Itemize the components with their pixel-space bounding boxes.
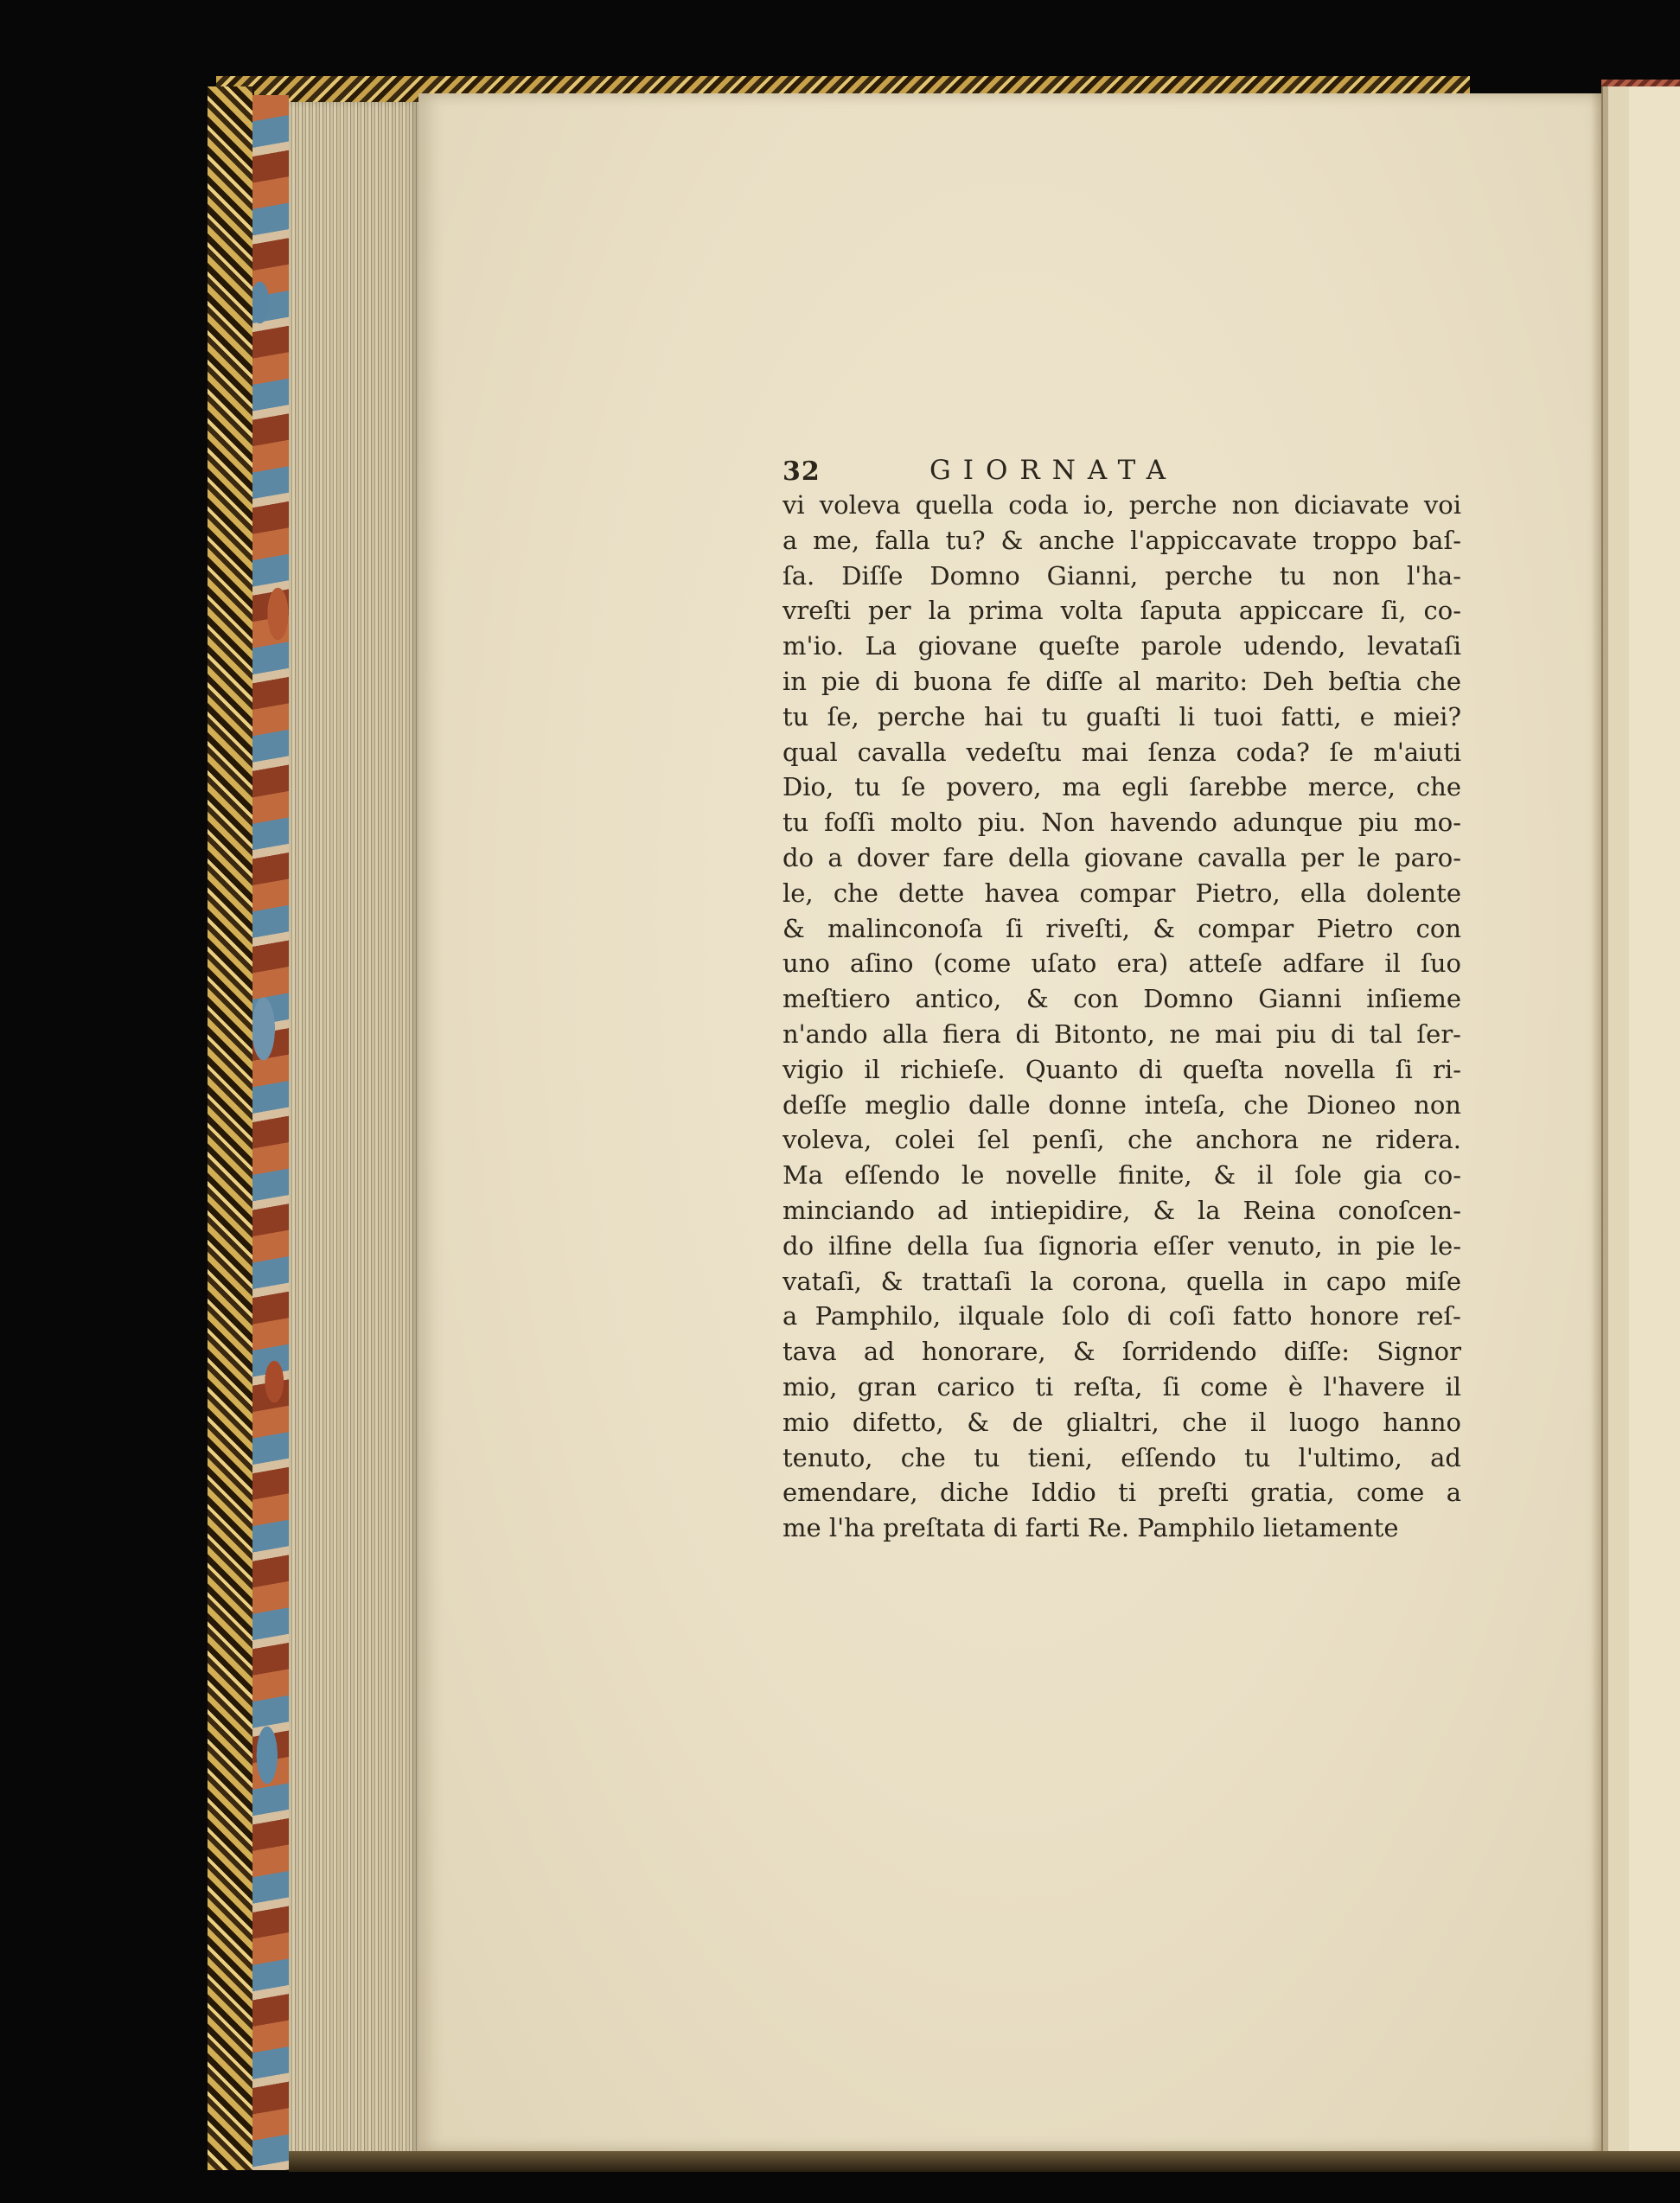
text-line: tenuto, che tu tieni, eſſendo tu l'ultimo, ad [783, 1442, 1461, 1472]
text-line: vi voleva quella coda io, perche non diciavate voi [783, 490, 1461, 520]
text-line: in pie di buona fe diſſe al marito: Deh beſtia che [783, 666, 1461, 696]
text-line: voleva, colei ſel penſi, che anchora ne ridera. [783, 1125, 1461, 1155]
text-line: emendare, diche Iddio ti preſti gratia, come a [783, 1478, 1461, 1508]
body-text [783, 488, 1461, 1546]
text-line: m'io. La giovane queſte parole udendo, levataſi [783, 631, 1461, 661]
text-line: mio difetto, & de glialtri, che il luogo hanno [783, 1407, 1461, 1437]
text-line: do ilfine della ſua ſignoria eſſer venuto, in pie le- [783, 1230, 1461, 1261]
text-line: vataſi, & trattaſi la corona, quella in capo miſe [783, 1266, 1461, 1296]
text-line: deſſe meglio dalle donne inteſa, che Dioneo non [783, 1089, 1461, 1120]
text-line: vigio il richieſe. Quanto di queſta novella ſi ri- [783, 1054, 1461, 1084]
text-line: ſa. Diſſe Domno Gianni, perche tu non l'ha- [783, 560, 1461, 591]
text-line: me l'ha preſtata di farti Re. Pamphilo lietamente [783, 1513, 1399, 1543]
text-block [783, 451, 1461, 1546]
marbled-endpaper [252, 95, 289, 2170]
page-edges [289, 102, 418, 2160]
text-line: a me, falla tu? & anche l'appiccavate troppo baſ- [783, 525, 1461, 555]
text-line: qual cavalla vedeſtu mai ſenza coda? ſe m'aiuti [783, 737, 1461, 767]
text-line: & malinconoſa ſi riveſti, & compar Pietro con [783, 913, 1461, 943]
header-title: GIORNATA [929, 455, 1178, 486]
bottom-edge [289, 2151, 1680, 2172]
text-line: uno aſino (come uſato era) atteſe adfare il ſuo [783, 948, 1461, 979]
text-line: mio, gran carico ti reſta, ſi come è l'havere il [783, 1371, 1461, 1402]
text-line: tu foſſi molto piu. Non havendo adunque piu mo- [783, 808, 1461, 838]
text-line: tava ad honorare, & ſorridendo diſſe: Signor [783, 1337, 1461, 1367]
text-line: tu ſe, perche hai tu guaſti li tuoi fatti, e miei? [783, 701, 1461, 731]
text-line: a Pamphilo, ilquale ſolo di coſi fatto honore reſ- [783, 1301, 1461, 1331]
facing-page [1601, 86, 1680, 2161]
page-number: 32 [783, 457, 821, 487]
text-line: Dio, tu ſe povero, ma egli ſarebbe merce, che [783, 772, 1461, 802]
text-line: do a dover fare della giovane cavalla per le paro- [783, 842, 1461, 872]
text-line: Ma eſſendo le novelle finite, & il ſole gia co- [783, 1160, 1461, 1191]
text-line: minciando ad intiepidire, & la Reina conoſcen- [783, 1195, 1461, 1225]
text-line: le, che dette havea compar Pietro, ella dolente [783, 878, 1461, 908]
text-line: n'ando alla fiera di Bitonto, ne mai piu di tal ſer- [783, 1018, 1461, 1049]
gilt-spine-band [208, 86, 254, 2170]
running-head [783, 451, 1461, 486]
text-line: vreſti per la prima volta ſaputa appiccare ſi, co- [783, 596, 1461, 626]
text-line: meſtiero antico, & con Domno Gianni inſieme [783, 984, 1461, 1014]
